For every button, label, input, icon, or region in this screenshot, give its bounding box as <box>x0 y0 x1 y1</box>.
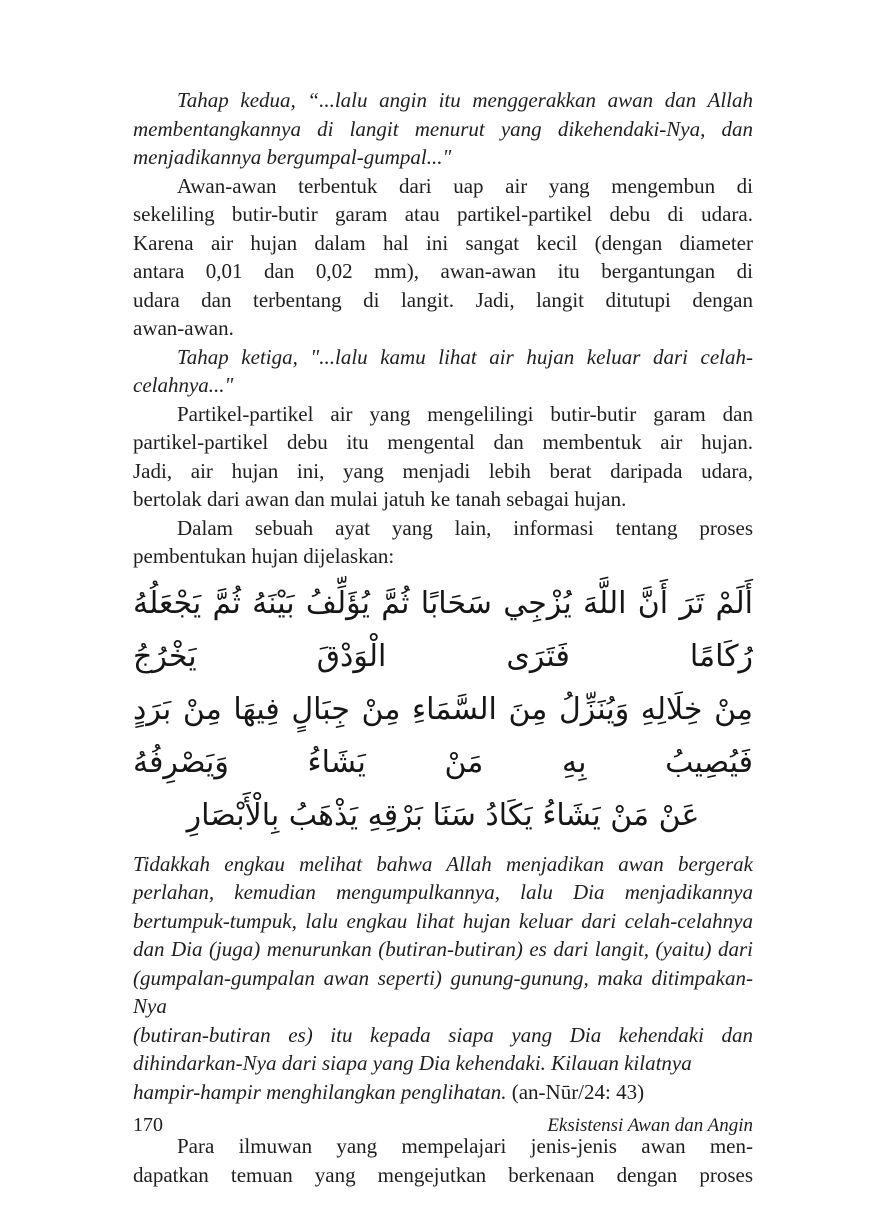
verse-translation-last-line <box>133 1078 753 1107</box>
paragraph-tahap-kedua: Tahap kedua, “...lalu angin itu menggerakkan awan dan Allah membentangkannya di langit menurut yang dikehendaki-Nya, dan menjadikannya bergumpal-gumpal..." <box>133 88 753 169</box>
quran-verse-arabic: أَلَمْ تَرَ أَنَّ اللَّهَ يُزْجِي سَحَابًا ثُمَّ يُؤَلِّفُ بَيْنَهُ ثُمَّ يَجْعَلُهُ رُكَامًا فَتَرَى الْوَدْقَ يَخْرُجُ مِنْ خِلَالِهِ وَيُنَزِّلُ مِنَ السَّمَاءِ مِنْ جِبَالٍ فِيهَا مِنْ بَرَدٍ فَيُصِيبُ بِهِ مَنْ يَشَاءُ وَيَصْرِفُهُ عَنْ مَنْ يَشَاءُ يَكَادُ سَنَا بَرْقِهِ يَذْهَبُ بِالْأَبْصَارِ <box>133 585 753 833</box>
verse-reference: (an-Nūr/24: 43) <box>511 1079 645 1104</box>
paragraph-partikel: Partikel-partikel air yang mengelilingi butir-butir garam dan partikel-partikel debu itu mengental dan membentuk air hujan. Jadi, air hujan ini, yang menjadi lebih berat daripada udara, bertolak dari awan dan mulai jatuh ke tanah sebagai hujan. <box>133 401 753 511</box>
verse-translation-last-text: hampir-hampir menghilangkan penglihatan. <box>133 1079 507 1104</box>
paragraph-tahap-ketiga: Tahap ketiga, "...lalu kamu lihat air hujan keluar dari celah- celahnya..." <box>133 344 753 397</box>
paragraph-para-ilmuwan: Para ilmuwan yang mempelajari jenis-jenis awan men- dapatkan temuan yang mengejutkan berkenaan dengan proses <box>133 1134 753 1187</box>
paragraph-awan-terbentuk: Awan-awan terbentuk dari uap air yang mengembun di sekeliling butir-butir garam atau partikel-partikel debu di udara. Karena air hujan dalam hal ini sangat kecil (dengan diameter antara 0,01 dan 0,02 mm), awan-awan itu bergantungan di udara dan terbentang di langit. Jadi, langit ditutupi dengan awan-awan. <box>133 173 753 340</box>
page-content <box>133 86 753 1189</box>
running-title: Eksistensi Awan dan Angin <box>547 1115 753 1136</box>
verse-translation <box>133 850 753 1107</box>
page-footer <box>133 1112 753 1139</box>
verse-translation-lines: Tidakkah engkau melihat bahwa Allah menjadikan awan bergerak perlahan, kemudian mengumpulkannya, lalu Dia menjadikannya bertumpuk-tumpuk, lalu engkau lihat hujan keluar dari celah-celahnya dan Dia (juga) menurunkan (butiran-butiran) es dari langit, (yaitu) dari (gumpalan-gumpalan awan seperti) gunung-gunung, maka ditimpakan-Nya (butiran-butiran es) itu kepada siapa yang Dia kehendaki dan dihindarkan-Nya dari siapa yang Dia kehendaki. Kilauan kilatnya <box>133 851 753 1075</box>
page-number: 170 <box>133 1114 163 1136</box>
paragraph-dalam-ayat: Dalam sebuah ayat yang lain, informasi tentang proses pembentukan hujan dijelaskan: <box>133 515 753 568</box>
